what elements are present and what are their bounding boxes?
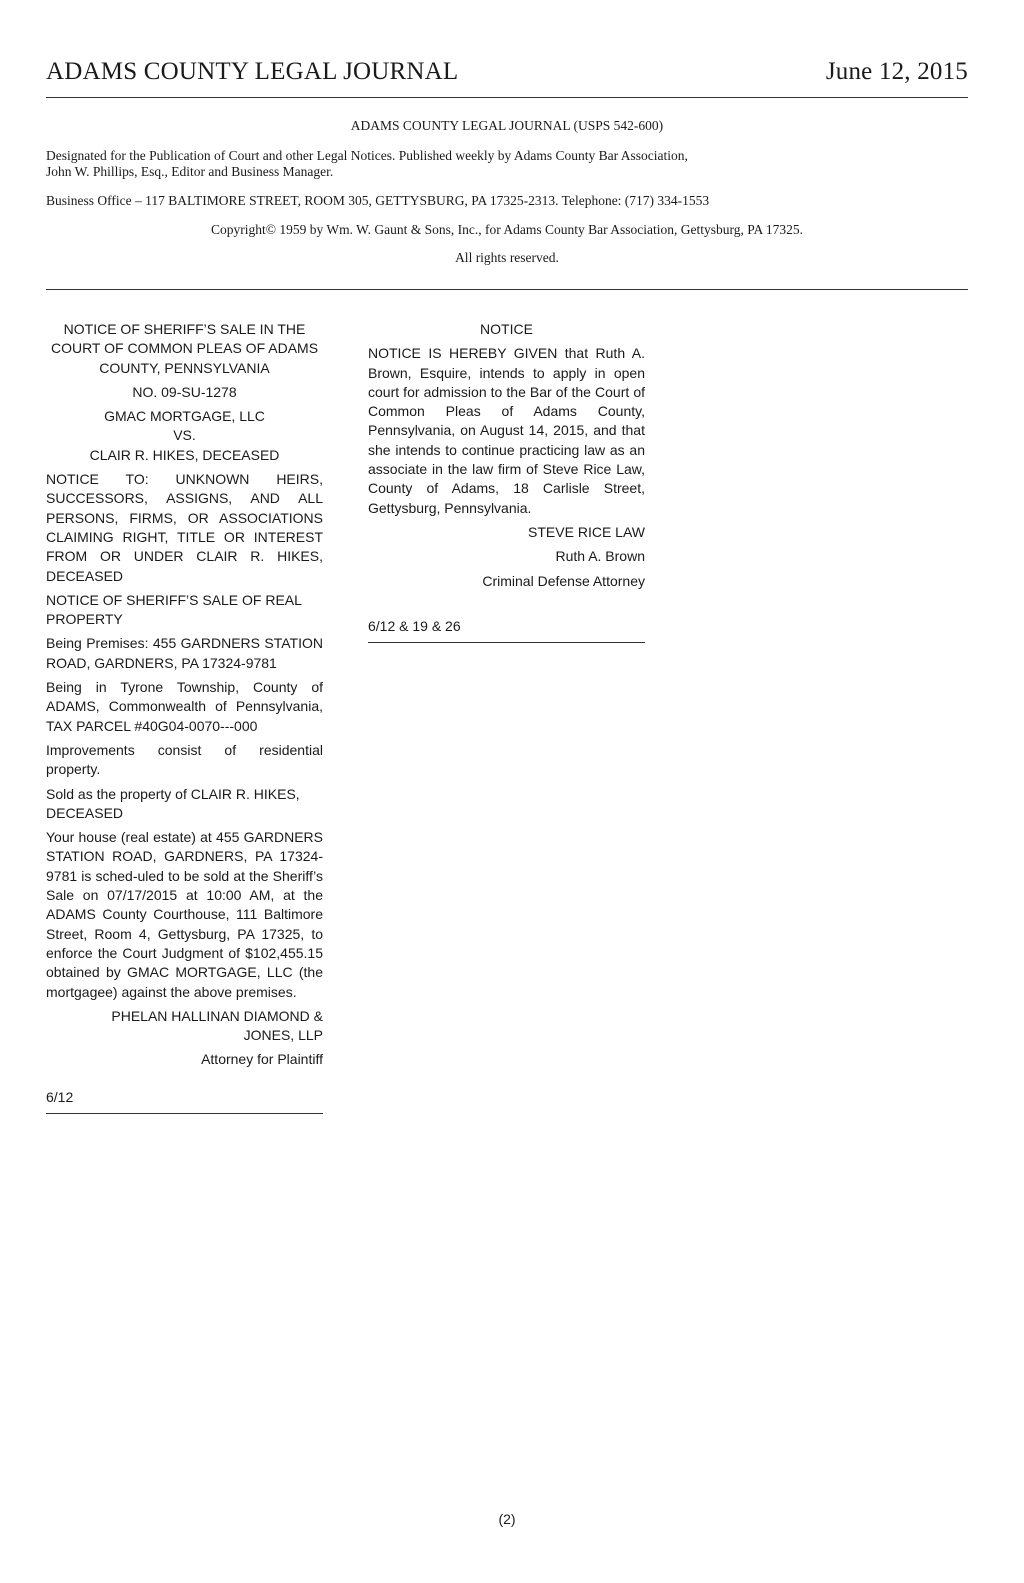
- notice-end-rule: [46, 1113, 323, 1114]
- improvements: Improvements consist of residential property.: [46, 741, 323, 778]
- publication-dates: 6/12 & 19 & 26: [368, 617, 461, 634]
- plaintiff: GMAC MORTGAGE, LLC: [104, 408, 265, 425]
- copyright: Copyright© 1959 by Wm. W. Gaunt & Sons, Inc., for Adams County Bar Association, Gettysburg, PA 17325.: [210, 222, 804, 237]
- masthead-description-line: Designated for the Publication of Court and other Legal Notices. Published weekly by Adams County Bar Association,: [46, 148, 688, 163]
- property-location: Being in Tyrone Township, County of ADAMS, Commonwealth of Pennsylvania, TAX PARCEL #40G04-0070---000: [46, 679, 323, 734]
- masthead-description-line: John W. Phillips, Esq., Editor and Business Manager.: [46, 164, 334, 179]
- masthead-description: [46, 148, 968, 180]
- notice-heading: NOTICE OF SHERIFF’S SALE IN THE COURT OF COMMON PLEAS OF ADAMS COUNTY, PENNSYLVANIA: [50, 321, 319, 376]
- notice-to: NOTICE TO: UNKNOWN HEIRS, SUCCESSORS, ASSIGNS, AND ALL PERSONS, FIRMS, OR ASSOCIATIONS CLAIMING RIGHT, TITLE OR INTEREST FROM OR UNDER CLAIR R. HIKES, DECEASED: [46, 471, 323, 584]
- case-number: NO. 09-SU-1278: [132, 383, 237, 400]
- sold-as: Sold as the property of CLAIR R. HIKES, DECEASED: [46, 785, 300, 821]
- sheriff-sale-notice: [46, 320, 323, 1114]
- publication-dates: 6/12: [46, 1088, 74, 1105]
- masthead-rule: [46, 289, 968, 290]
- header-rule: [46, 97, 968, 98]
- business-office: Business Office – 117 BALTIMORE STREET, ROOM 305, GETTYSBURG, PA 17325-2313. Telephone: (717) 334-1553: [46, 193, 710, 208]
- attorney-name: Ruth A. Brown: [555, 548, 645, 565]
- law-firm: STEVE RICE LAW: [528, 523, 645, 540]
- journal-title: ADAMS COUNTY LEGAL JOURNAL: [46, 58, 459, 85]
- rights-reserved: All rights reserved.: [455, 250, 559, 265]
- masthead: [46, 118, 968, 266]
- attorney-title: Criminal Defense Attorney: [482, 572, 645, 589]
- masthead-title: ADAMS COUNTY LEGAL JOURNAL (USPS 542-600): [350, 118, 664, 133]
- notice-heading: NOTICE: [480, 321, 533, 337]
- notice-body: Your house (real estate) at 455 GARDNERS STATION ROAD, GARDNERS, PA 17324-9781 is sched-uled to be sold at the Sheriff’s Sale on 07/17/2015 at 10:00 AM, at the ADAMS County Courthouse, 111 Baltimore Street, Room 4, Gettysburg, PA 17325, to enforce the Court Judgment of $102,455.15 obtained by GMAC MORTGAGE, LLC (the mortgagee) against the above premises.: [46, 829, 323, 1000]
- running-head: [46, 58, 968, 92]
- issue-date: June 12, 2015: [825, 58, 968, 85]
- notice-type: NOTICE OF SHERIFF’S SALE OF REAL PROPERTY: [46, 591, 302, 628]
- versus: VS.: [173, 427, 196, 444]
- case-caption: [46, 407, 323, 465]
- bar-admission-notice: [368, 320, 645, 643]
- notice-end-rule: [368, 642, 645, 643]
- notice-body: NOTICE IS HEREBY GIVEN that Ruth A. Brown, Esquire, intends to apply in open court for admission to the Bar of the Court of Common Pleas of Adams County, Pennsylvania, on August 14, 2015, and that she intends to continue practicing law as an associate in the law firm of Steve Rice Law, County of Adams, 18 Carlisle Street, Gettysburg, Pennsylvania.: [368, 345, 645, 516]
- attorney-role: Attorney for Plaintiff: [201, 1051, 323, 1068]
- attorney-firm: PHELAN HALLINAN DIAMOND & JONES, LLP: [111, 1007, 323, 1044]
- defendant: CLAIR R. HIKES, DECEASED: [89, 446, 280, 463]
- page-number: (2): [498, 1511, 516, 1527]
- premises: Being Premises: 455 GARDNERS STATION ROAD, GARDNERS, PA 17324-9781: [46, 635, 323, 671]
